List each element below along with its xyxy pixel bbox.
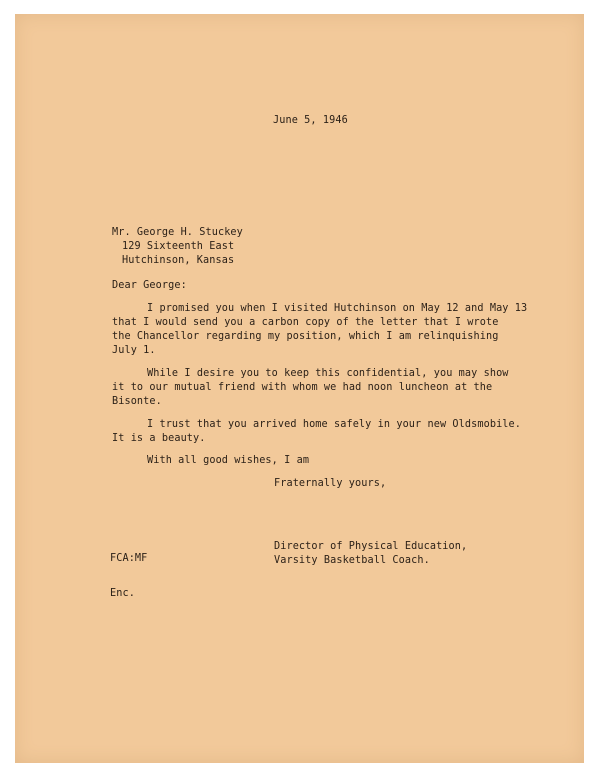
paragraph-3-line: It is a beauty. <box>112 433 206 444</box>
salutation: Dear George: <box>112 280 187 291</box>
signature-title-line: Director of Physical Education, <box>274 541 468 552</box>
letter-page <box>15 14 584 763</box>
paragraph-1-line: July 1. <box>112 345 156 356</box>
recipient-street: 129 Sixteenth East <box>122 241 235 252</box>
paragraph-1-line: the Chancellor regarding my position, which I am relinquishing <box>112 331 499 342</box>
typist-initials: FCA:MF <box>110 553 148 564</box>
paragraph-2-line: Bisonte. <box>112 396 162 407</box>
recipient-city: Hutchinson, Kansas <box>122 255 235 266</box>
good-wishes-line: With all good wishes, I am <box>147 455 310 466</box>
paragraph-2-line: While I desire you to keep this confidential, you may show <box>147 368 509 379</box>
paragraph-1-line: I promised you when I visited Hutchinson on May 12 and May 13 <box>147 303 528 314</box>
recipient-name: Mr. George H. Stuckey <box>112 227 243 238</box>
complimentary-closing: Fraternally yours, <box>274 478 387 489</box>
enclosure-note: Enc. <box>110 588 135 599</box>
paragraph-3-line: I trust that you arrived home safely in your new Oldsmobile. <box>147 419 522 430</box>
paragraph-2-line: it to our mutual friend with whom we had noon luncheon at the <box>112 382 493 393</box>
signature-title-line: Varsity Basketball Coach. <box>274 555 430 566</box>
paragraph-1-line: that I would send you a carbon copy of the letter that I wrote <box>112 317 499 328</box>
letter-date: June 5, 1946 <box>273 115 348 126</box>
